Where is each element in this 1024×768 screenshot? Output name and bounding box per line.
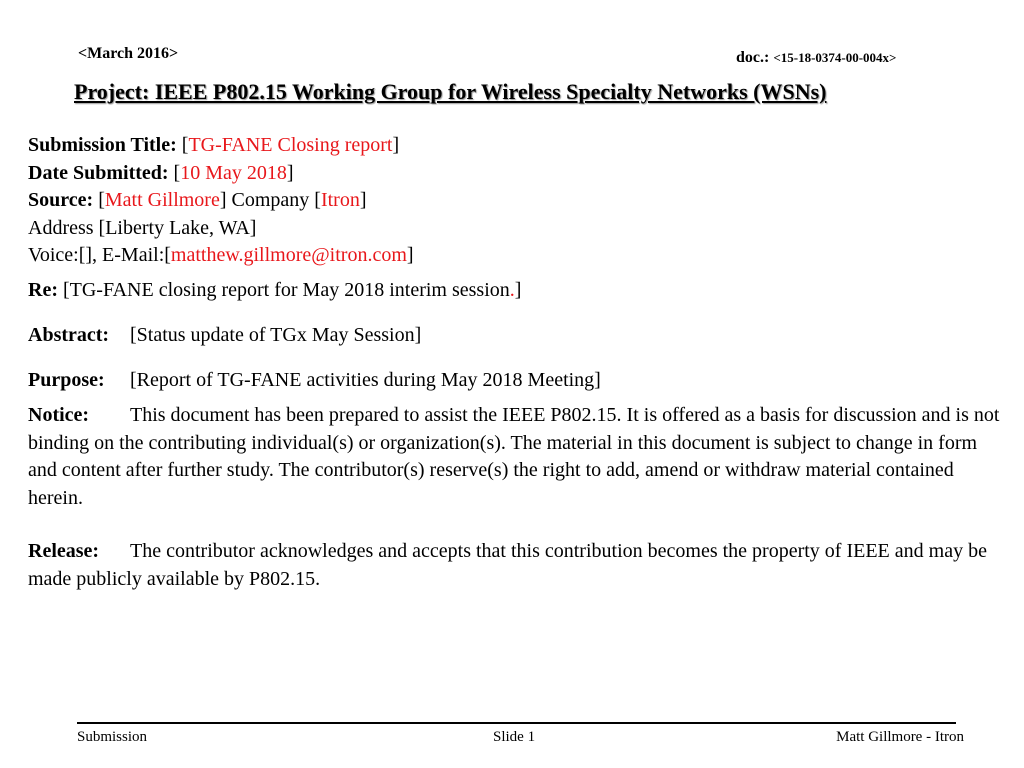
voice-prefix: Voice:[], E-Mail:[: [28, 244, 171, 266]
company-label: Company: [231, 189, 310, 211]
source-label: Source:: [28, 189, 94, 211]
submission-title-row: Submission Title: [TG-FANE Closing report]: [28, 134, 400, 156]
re-dot: .: [509, 279, 515, 301]
date-submitted-label: Date Submitted:: [28, 161, 169, 184]
company-value: Itron: [320, 189, 360, 211]
date-submitted-value: 10 May 2018: [180, 161, 287, 184]
release-text: The contributor acknowledges and accepts that this contribution becomes the property of IEEE and may be made publicly available by P802.15.: [28, 540, 987, 590]
submission-header-block: [28, 132, 1003, 270]
footer-author: Matt Gillmore - Itron: [836, 729, 964, 745]
notice-paragraph: [28, 402, 1003, 512]
doc-number-value: <15-18-0374-00-004x>: [773, 50, 897, 65]
abstract-label: Abstract:: [28, 324, 110, 346]
date-submitted-row: Date Submitted: [10 May 2018]: [28, 161, 294, 184]
header-date: <March 2016>: [78, 45, 179, 62]
address-row: Address [Liberty Lake, WA]: [28, 216, 257, 239]
notice-text: This document has been prepared to assist the IEEE P802.15. It is offered as a basis for discussion and is not binding on the contributing individual(s) or organization(s). The material in this document is subject to change in form and content after further study. The contributor(s) reserve(s) the right to add, amend or withdraw material contained herein.: [28, 404, 1000, 509]
project-title: Project: IEEE P802.15 Working Group for Wireless Specialty Networks (WSNs): [74, 79, 827, 104]
purpose-row: [28, 367, 1003, 395]
footer-divider: [77, 722, 956, 724]
footer-slide-number: Slide 1: [493, 729, 536, 745]
abstract-row: [28, 322, 1003, 350]
source-name: Matt Gillmore: [104, 189, 220, 211]
source-row: Source: [Matt Gillmore] Company [Itron]: [28, 189, 367, 211]
voice-suffix: ]: [406, 244, 414, 266]
email-link[interactable]: matthew.gillmore@itron.com: [170, 244, 407, 266]
release-paragraph: [28, 538, 1003, 593]
footer-submission: Submission: [77, 729, 148, 745]
contact-row: [28, 242, 1003, 270]
submission-title-label: Submission Title:: [28, 134, 177, 156]
re-value: [TG-FANE closing report for May 2018 interim session: [62, 279, 510, 301]
re-row: [28, 277, 1003, 305]
doc-number: [736, 49, 896, 67]
notice-label: Notice:: [28, 404, 90, 426]
re-label: Re:: [28, 279, 58, 301]
doc-label: doc.:: [736, 49, 770, 66]
submission-title-value: TG-FANE Closing report: [188, 134, 393, 156]
abstract-value: [Status update of TGx May Session]: [130, 324, 422, 346]
purpose-label: Purpose:: [28, 369, 105, 391]
re-close: ]: [514, 279, 522, 301]
purpose-value: [Report of TG-FANE activities during May 2018 Meeting]: [130, 369, 601, 391]
release-label: Release:: [28, 540, 100, 562]
